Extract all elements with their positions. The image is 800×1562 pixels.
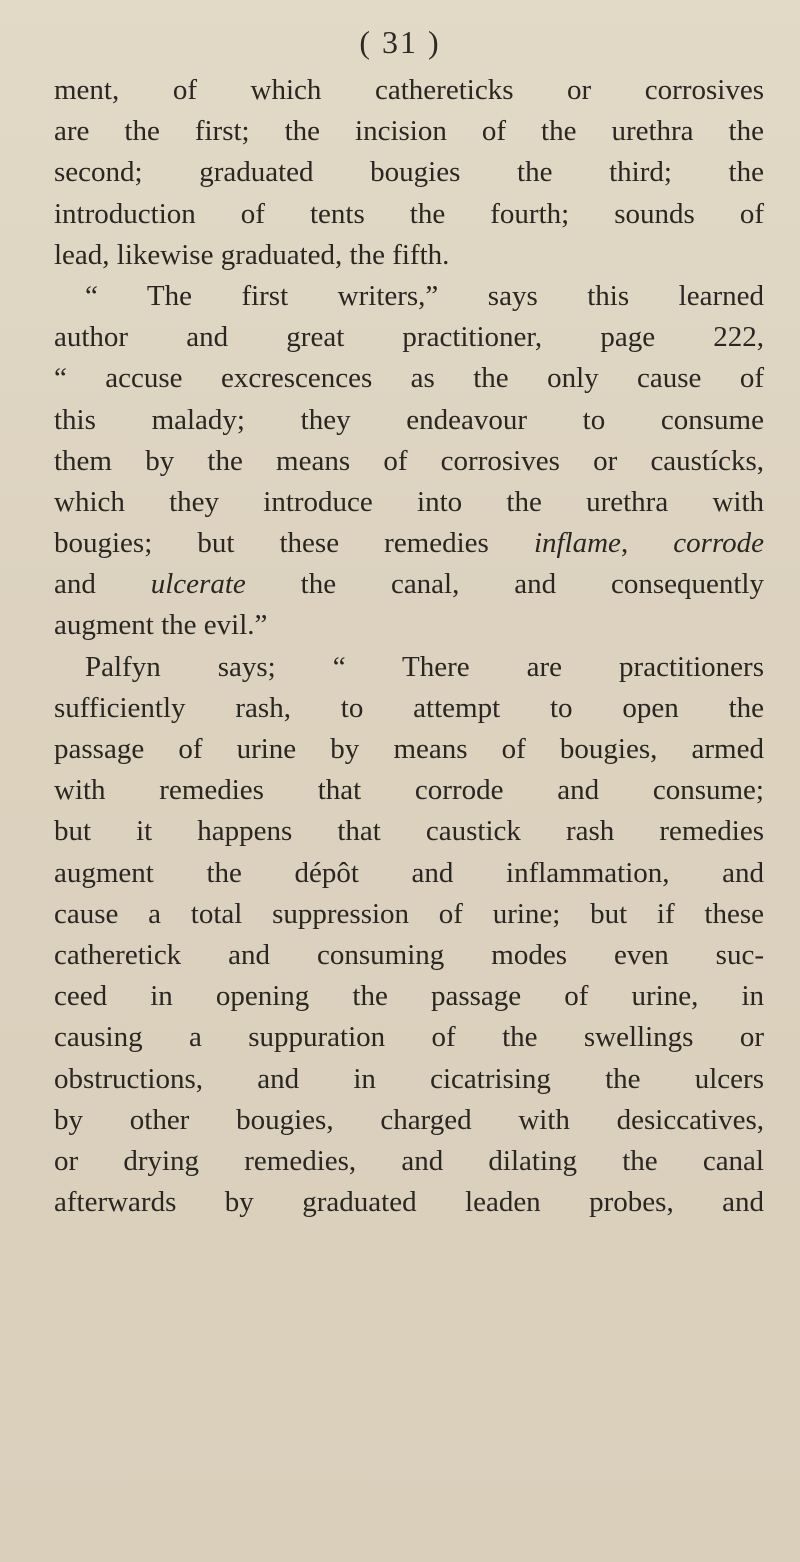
text-line: cause a total suppression of urine; but if these [54,897,764,930]
text-line: “ accuse excrescences as the only cause of [54,362,764,395]
page-number: ( 31 ) [359,24,441,60]
text-line: causing a suppuration of the swellings or [54,1021,764,1054]
italic-word: ulcerate [150,568,246,601]
text-line: by other bougies, charged with desiccatives, [54,1103,764,1136]
text-line: lead, likewise graduated, the fifth. [54,238,450,271]
text-line: ment, of which cathereticks or corrosives [54,74,764,106]
text-line: passage of urine by means of bougies, armed [54,733,764,765]
text-line: augment the dépôt and inflammation, and [54,856,764,889]
text-line: with remedies that corrode and consume; [54,774,764,807]
text-line: Palfyn says; “ There are practitioners [85,650,764,683]
text-line: introduction of tents the fourth; sounds of [54,197,764,230]
text-line: catheretick and consuming modes even suc- [54,938,764,971]
text-line: sufficiently rash, to attempt to open the [54,691,764,724]
text-run: bougies; but these remedies [54,527,489,560]
body-text [54,70,764,1223]
text-line: afterwards by graduated leaden probes, and [54,1186,764,1219]
text-run: and [54,568,96,601]
text-line: author and great practitioner, page 222, [54,321,764,354]
text-line: augment the evil.” [54,609,268,642]
text-line: ceed in opening the passage of urine, in [54,980,764,1013]
text-line: this malady; they endeavour to consume [54,403,764,436]
text-line: second; graduated bougies the third; the [54,156,764,189]
text-run: the canal, and consequently [300,568,764,601]
text-run: , [620,527,629,560]
text-line: “ The first writers,” says this learned [85,279,764,312]
text-line: are the first; the incision of the urethra the [54,115,764,148]
text-line: them by the means of corrosives or caustícks, [54,444,764,477]
text-line [54,523,764,564]
text-line: obstructions, and in cicatrising the ulcers [54,1062,764,1095]
italic-word: corrode [673,527,765,560]
text-line: or drying remedies, and dilating the canal [54,1144,764,1177]
text-line: which they introduce into the urethra with [54,485,764,518]
italic-word: inflame [533,527,621,560]
text-line: but it happens that caustick rash remedies [54,815,764,848]
text-line [54,564,764,605]
